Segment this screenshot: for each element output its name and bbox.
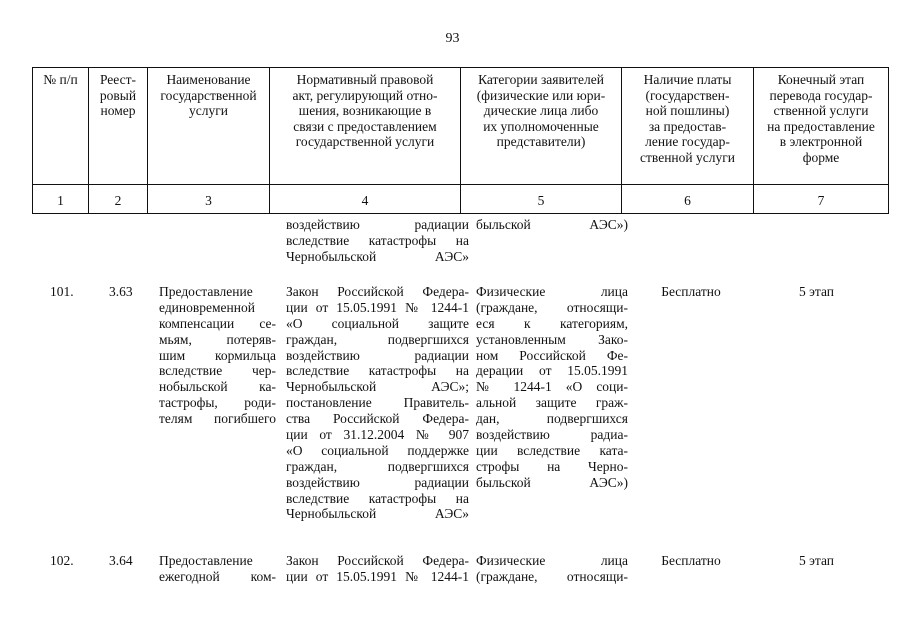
column-number: 7 bbox=[754, 185, 889, 214]
registry-number: 3.63 bbox=[109, 284, 133, 299]
text-line: ства Российской Федера- bbox=[286, 411, 469, 427]
page-number: 93 bbox=[445, 31, 460, 46]
text-line: единовременной bbox=[159, 299, 255, 315]
text-line: Предоставление bbox=[159, 553, 253, 568]
continuation-category bbox=[476, 217, 628, 233]
text-line: (граждане, относящи- bbox=[476, 568, 628, 584]
header-cell-category: Категории заявителей (физические или юри- дические лица либо их уполномоченные представители) bbox=[461, 68, 622, 185]
header-cell-name: Наименование государственной услуги bbox=[148, 68, 270, 185]
header-cell-num: № п/п bbox=[33, 68, 89, 185]
fee-value: Бесплатно bbox=[661, 553, 721, 568]
text-line: «О социальной защите bbox=[286, 315, 469, 331]
text-line: ции от 15.05.1991 № 1244-1 bbox=[286, 299, 469, 315]
header-row bbox=[33, 68, 889, 185]
text-line: Закон Российской Федера- bbox=[286, 284, 469, 299]
service-name bbox=[159, 284, 276, 427]
text-line: ежегодной ком- bbox=[159, 568, 276, 584]
column-number: 6 bbox=[622, 185, 754, 214]
table-header bbox=[32, 67, 889, 214]
fee-value: Бесплатно bbox=[661, 284, 721, 299]
text-line: воздействию радиа- bbox=[476, 427, 628, 443]
text-line: воздействию радиации bbox=[286, 217, 469, 232]
column-number: 2 bbox=[89, 185, 148, 214]
text-line: быльской АЭС») bbox=[476, 474, 628, 490]
text-line: тастрофы, роди- bbox=[159, 395, 276, 411]
text-line: компенсации се- bbox=[159, 315, 276, 331]
column-number: 3 bbox=[148, 185, 270, 214]
text-line: Чернобыльской АЭС» bbox=[286, 248, 469, 264]
column-number: 1 bbox=[33, 185, 89, 214]
text-line: вследствие чер- bbox=[159, 363, 276, 379]
row-number: 101. bbox=[50, 284, 74, 299]
text-line: дерации от 15.05.1991 bbox=[476, 363, 628, 379]
column-number: 4 bbox=[270, 185, 461, 214]
text-line: воздействию радиации bbox=[286, 474, 469, 490]
column-number-row bbox=[33, 185, 889, 214]
text-line: альной защите граж- bbox=[476, 395, 628, 411]
column-number: 5 bbox=[461, 185, 622, 214]
text-line: «О социальной поддержке bbox=[286, 442, 469, 458]
text-line: постановление Правитель- bbox=[286, 395, 469, 411]
text-line: ции от 15.05.1991 № 1244-1 bbox=[286, 568, 469, 584]
text-line: граждан, подвергшихся bbox=[286, 458, 469, 474]
text-line: телям погибшего bbox=[159, 411, 276, 427]
text-line: дан, подвергшихся bbox=[476, 411, 628, 427]
stage-value: 5 этап bbox=[798, 284, 835, 299]
registry-number: 3.64 bbox=[109, 553, 133, 568]
text-line: вследствие катастрофы на bbox=[286, 490, 469, 506]
text-line: ции от 31.12.2004 № 907 bbox=[286, 427, 469, 443]
text-line: быльской АЭС») bbox=[476, 217, 628, 232]
header-cell-fee: Наличие платы (государствен- ной пошлины) за предостав- ление государ- ственной услуги bbox=[622, 68, 754, 185]
text-line: Чернобыльской АЭС» bbox=[286, 506, 469, 522]
text-line: Физические лица bbox=[476, 553, 628, 568]
text-line: граждан, подвергшихся bbox=[286, 331, 469, 347]
text-line: ном Российской Фе- bbox=[476, 347, 628, 363]
text-line: № 1244-1 «О соци- bbox=[476, 379, 628, 395]
stage-value: 5 этап bbox=[798, 553, 835, 568]
text-line: вследствие катастрофы на bbox=[286, 232, 469, 248]
text-line: Чернобыльской АЭС»; bbox=[286, 379, 469, 395]
text-line: вследствие катастрофы на bbox=[286, 363, 469, 379]
header-cell-act: Нормативный правовой акт, регулирующий отно- шения, возникающие в связи с предоставлением государственной услуги bbox=[270, 68, 461, 185]
text-line: Физические лица bbox=[476, 284, 628, 299]
header-cell-stage: Конечный этап перевода государ- ственной услуги на предоставление в электронной форме bbox=[754, 68, 889, 185]
legal-act bbox=[286, 284, 469, 522]
header-cell-reg: Реест- ровый номер bbox=[89, 68, 148, 185]
text-line: (граждане, относящи- bbox=[476, 299, 628, 315]
service-name bbox=[159, 553, 276, 585]
text-line: Предоставление bbox=[159, 284, 253, 299]
applicant-category bbox=[476, 284, 628, 491]
text-line: ции вследствие ката- bbox=[476, 442, 628, 458]
text-line: Закон Российской Федера- bbox=[286, 553, 469, 568]
applicant-category bbox=[476, 553, 628, 585]
text-line: установленным Зако- bbox=[476, 331, 628, 347]
text-line: нобыльской ка- bbox=[159, 379, 276, 395]
legal-act bbox=[286, 553, 469, 585]
text-line: строфы на Черно- bbox=[476, 458, 628, 474]
text-line: мьям, потеряв- bbox=[159, 331, 276, 347]
row-number: 102. bbox=[50, 553, 74, 568]
text-line: воздействию радиации bbox=[286, 347, 469, 363]
continuation-act bbox=[286, 217, 469, 265]
text-line: шим кормильца bbox=[159, 347, 276, 363]
text-line: еся к категориям, bbox=[476, 315, 628, 331]
